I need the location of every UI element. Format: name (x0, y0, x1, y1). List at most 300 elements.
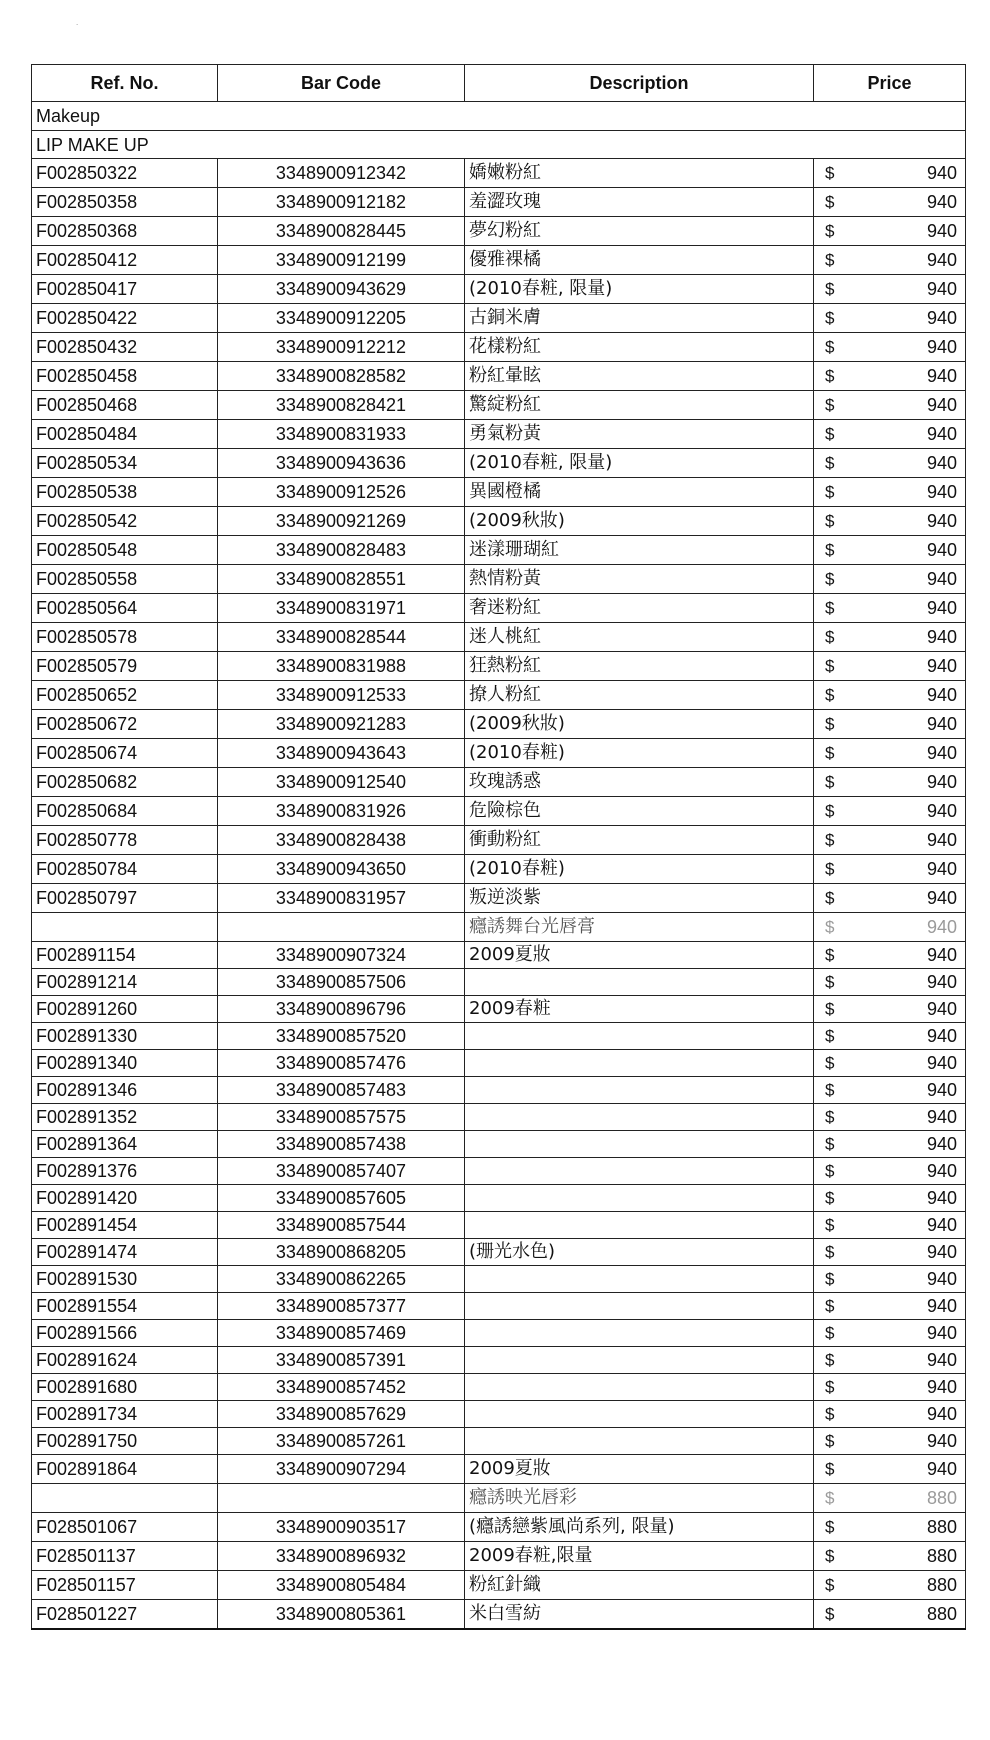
table-row (32, 1104, 966, 1131)
subcategory-row (32, 131, 966, 159)
description-cell: 撩人粉紅 (465, 681, 814, 710)
bar-code-cell: 3348900805361 (218, 1600, 465, 1629)
description-cell: 奢迷粉紅 (465, 594, 814, 623)
price-amount: 940 (926, 1269, 957, 1289)
table-row (32, 420, 966, 449)
currency-symbol: $ (825, 999, 835, 1019)
bar-code-cell: 3348900828438 (218, 826, 465, 855)
bar-code-cell: 3348900943636 (218, 449, 465, 478)
ref-no-cell: F002850674 (32, 739, 218, 768)
ref-no-cell: F002850548 (32, 536, 218, 565)
bar-code-cell: 3348900828421 (218, 391, 465, 420)
price-cell (814, 1104, 966, 1131)
price-amount: 940 (926, 917, 957, 937)
currency-symbol: $ (825, 1269, 835, 1289)
table-row (32, 942, 966, 969)
currency-symbol: $ (825, 830, 835, 850)
bar-code-cell: 3348900857407 (218, 1158, 465, 1185)
currency-symbol: $ (825, 395, 835, 415)
description-cell (465, 1374, 814, 1401)
description-cell: 癮誘映光唇彩 (465, 1484, 814, 1513)
table-row (32, 362, 966, 391)
price-cell (814, 1484, 966, 1513)
bar-code-cell: 3348900862265 (218, 1266, 465, 1293)
description-cell: 2009夏妝 (465, 1455, 814, 1484)
bar-code-cell: 3348900828551 (218, 565, 465, 594)
corner-mark: . (76, 18, 79, 27)
price-amount: 940 (926, 772, 957, 792)
bar-code-cell: 3348900857469 (218, 1320, 465, 1347)
currency-symbol: $ (825, 424, 835, 444)
description-cell: 衝動粉紅 (465, 826, 814, 855)
currency-symbol: $ (825, 972, 835, 992)
price-cell (814, 942, 966, 969)
ref-no-cell: F002850412 (32, 246, 218, 275)
price-amount: 940 (926, 366, 957, 386)
price-amount: 940 (926, 308, 957, 328)
bar-code-cell: 3348900921283 (218, 710, 465, 739)
price-amount: 940 (926, 1377, 957, 1397)
description-cell: 羞澀玫瑰 (465, 188, 814, 217)
currency-symbol: $ (825, 337, 835, 357)
description-cell (465, 1077, 814, 1104)
bar-code-cell: 3348900857452 (218, 1374, 465, 1401)
price-amount: 940 (926, 1134, 957, 1154)
bar-code-cell: 3348900903517 (218, 1513, 465, 1542)
description-cell: 狂熱粉紅 (465, 652, 814, 681)
table-row (32, 1131, 966, 1158)
currency-symbol: $ (825, 1404, 835, 1424)
description-cell (465, 1320, 814, 1347)
price-cell (814, 996, 966, 1023)
price-amount: 940 (926, 453, 957, 473)
currency-symbol: $ (825, 1134, 835, 1154)
table-row (32, 594, 966, 623)
ref-no-cell: F002891154 (32, 942, 218, 969)
ref-no-cell: F002850422 (32, 304, 218, 333)
price-cell (814, 1571, 966, 1600)
currency-symbol: $ (825, 1431, 835, 1451)
currency-symbol: $ (825, 1242, 835, 1262)
description-cell (465, 1293, 814, 1320)
price-amount: 940 (926, 395, 957, 415)
currency-symbol: $ (825, 163, 835, 183)
price-cell (814, 913, 966, 942)
table-row (32, 1374, 966, 1401)
table-row (32, 333, 966, 362)
currency-symbol: $ (825, 569, 835, 589)
description-cell: 粉紅針織 (465, 1571, 814, 1600)
ref-no-cell: F028501227 (32, 1600, 218, 1629)
ref-no-cell: F002850432 (32, 333, 218, 362)
table-row (32, 652, 966, 681)
bar-code-cell: 3348900943643 (218, 739, 465, 768)
table-row (32, 1484, 966, 1513)
currency-symbol: $ (825, 1517, 835, 1537)
description-cell: 優雅裸橘 (465, 246, 814, 275)
bar-code-cell: 3348900831971 (218, 594, 465, 623)
price-amount: 940 (926, 1350, 957, 1370)
price-amount: 880 (926, 1575, 957, 1595)
price-list-table (31, 64, 966, 1630)
price-cell (814, 217, 966, 246)
price-cell (814, 1347, 966, 1374)
ref-no-cell: F002850564 (32, 594, 218, 623)
price-cell (814, 594, 966, 623)
table-row (32, 1542, 966, 1571)
ref-no-cell: F002850672 (32, 710, 218, 739)
table-row (32, 217, 966, 246)
bar-code-cell: 3348900831957 (218, 884, 465, 913)
currency-symbol: $ (825, 482, 835, 502)
category-row (32, 102, 966, 131)
bar-code-cell: 3348900857261 (218, 1428, 465, 1455)
ref-no-cell: F002850468 (32, 391, 218, 420)
table-row (32, 1266, 966, 1293)
description-cell: (2009秋妝) (465, 710, 814, 739)
description-cell (465, 1050, 814, 1077)
price-cell (814, 1050, 966, 1077)
price-amount: 940 (926, 888, 957, 908)
ref-no-cell: F002891624 (32, 1347, 218, 1374)
price-amount: 940 (926, 279, 957, 299)
price-cell (814, 159, 966, 188)
ref-no-cell: F028501157 (32, 1571, 218, 1600)
bar-code-cell: 3348900831926 (218, 797, 465, 826)
bar-code-cell: 3348900912212 (218, 333, 465, 362)
price-amount: 880 (926, 1546, 957, 1566)
description-cell (465, 1212, 814, 1239)
bar-code-cell: 3348900857476 (218, 1050, 465, 1077)
table-row (32, 1600, 966, 1629)
bar-code-cell: 3348900907324 (218, 942, 465, 969)
ref-no-cell: F002850322 (32, 159, 218, 188)
ref-no-cell: F002891750 (32, 1428, 218, 1455)
price-cell (814, 1131, 966, 1158)
price-amount: 940 (926, 1188, 957, 1208)
table-row (32, 304, 966, 333)
currency-symbol: $ (825, 743, 835, 763)
table-row (32, 681, 966, 710)
price-cell (814, 681, 966, 710)
table-row (32, 623, 966, 652)
bar-code-cell: 3348900831933 (218, 420, 465, 449)
table-row (32, 1239, 966, 1266)
table-row (32, 565, 966, 594)
subcategory-label: LIP MAKE UP (32, 131, 966, 159)
price-cell (814, 1185, 966, 1212)
table-row (32, 159, 966, 188)
table-row (32, 1513, 966, 1542)
description-cell: 嬌嫩粉紅 (465, 159, 814, 188)
bar-code-cell: 3348900805484 (218, 1571, 465, 1600)
ref-no-cell (32, 1484, 218, 1513)
ref-no-cell: F002850684 (32, 797, 218, 826)
bar-code-cell: 3348900857544 (218, 1212, 465, 1239)
description-cell: (2009秋妝) (465, 507, 814, 536)
ref-no-cell: F002891734 (32, 1401, 218, 1428)
ref-no-cell: F002850797 (32, 884, 218, 913)
currency-symbol: $ (825, 685, 835, 705)
currency-symbol: $ (825, 1026, 835, 1046)
price-cell (814, 507, 966, 536)
price-cell (814, 623, 966, 652)
price-amount: 940 (926, 1161, 957, 1181)
price-amount: 940 (926, 1459, 957, 1479)
price-cell (814, 275, 966, 304)
description-cell: 米白雪紡 (465, 1600, 814, 1629)
bar-code-cell: 3348900831988 (218, 652, 465, 681)
price-amount: 940 (926, 999, 957, 1019)
table-row (32, 1023, 966, 1050)
table-row (32, 797, 966, 826)
price-cell (814, 536, 966, 565)
currency-symbol: $ (825, 453, 835, 473)
description-cell (465, 1023, 814, 1050)
ref-no-cell: F002850484 (32, 420, 218, 449)
price-cell (814, 1542, 966, 1571)
table-row (32, 1293, 966, 1320)
price-cell (814, 1513, 966, 1542)
price-amount: 940 (926, 714, 957, 734)
bar-code-cell: 3348900857605 (218, 1185, 465, 1212)
description-cell: 玫瑰誘惑 (465, 768, 814, 797)
bar-code-cell: 3348900857483 (218, 1077, 465, 1104)
bar-code-cell: 3348900912205 (218, 304, 465, 333)
price-amount: 940 (926, 1431, 957, 1451)
ref-no-cell: F002891214 (32, 969, 218, 996)
price-amount: 940 (926, 163, 957, 183)
description-cell: 異國橙橘 (465, 478, 814, 507)
currency-symbol: $ (825, 656, 835, 676)
ref-no-cell: F002850538 (32, 478, 218, 507)
price-amount: 940 (926, 627, 957, 647)
bar-code-cell: 3348900912540 (218, 768, 465, 797)
description-cell (465, 1401, 814, 1428)
price-amount: 940 (926, 830, 957, 850)
description-cell (465, 1104, 814, 1131)
price-amount: 940 (926, 1323, 957, 1343)
bar-code-cell: 3348900828582 (218, 362, 465, 391)
description-cell (465, 1131, 814, 1158)
currency-symbol: $ (825, 192, 835, 212)
price-cell (814, 710, 966, 739)
ref-no-cell: F002850358 (32, 188, 218, 217)
price-amount: 940 (926, 221, 957, 241)
table-row (32, 913, 966, 942)
price-cell (814, 768, 966, 797)
table-row (32, 1320, 966, 1347)
price-amount: 940 (926, 482, 957, 502)
currency-symbol: $ (825, 945, 835, 965)
price-amount: 940 (926, 859, 957, 879)
bar-code-cell: 3348900828483 (218, 536, 465, 565)
table-row (32, 449, 966, 478)
ref-no-cell: F002891330 (32, 1023, 218, 1050)
description-cell: (2010春粧) (465, 739, 814, 768)
price-cell (814, 969, 966, 996)
price-cell (814, 1158, 966, 1185)
ref-no-cell: F002850652 (32, 681, 218, 710)
table-row (32, 188, 966, 217)
description-cell: 2009春粧,限量 (465, 1542, 814, 1571)
header-bar-code: Bar Code (218, 65, 465, 102)
table-row (32, 768, 966, 797)
description-cell: (2010春粧, 限量) (465, 275, 814, 304)
table-row (32, 1455, 966, 1484)
bar-code-cell: 3348900857438 (218, 1131, 465, 1158)
price-amount: 940 (926, 1215, 957, 1235)
price-cell (814, 1023, 966, 1050)
price-cell (814, 333, 966, 362)
bar-code-cell: 3348900828544 (218, 623, 465, 652)
bar-code-cell: 3348900857520 (218, 1023, 465, 1050)
currency-symbol: $ (825, 1488, 835, 1508)
price-cell (814, 1600, 966, 1629)
price-amount: 940 (926, 1296, 957, 1316)
price-cell (814, 884, 966, 913)
ref-no-cell: F002850579 (32, 652, 218, 681)
bar-code-cell: 3348900896932 (218, 1542, 465, 1571)
currency-symbol: $ (825, 859, 835, 879)
bar-code-cell: 3348900912526 (218, 478, 465, 507)
bar-code-cell: 3348900868205 (218, 1239, 465, 1266)
bar-code-cell: 3348900912533 (218, 681, 465, 710)
currency-symbol: $ (825, 801, 835, 821)
ref-no-cell: F002891566 (32, 1320, 218, 1347)
ref-no-cell: F002891530 (32, 1266, 218, 1293)
bar-code-cell: 3348900896796 (218, 996, 465, 1023)
price-cell (814, 826, 966, 855)
price-cell (814, 1374, 966, 1401)
price-amount: 940 (926, 1404, 957, 1424)
currency-symbol: $ (825, 1604, 835, 1624)
description-cell: 粉紅暈眩 (465, 362, 814, 391)
description-cell: (癮誘戀紫風尚系列, 限量) (465, 1513, 814, 1542)
currency-symbol: $ (825, 366, 835, 386)
price-cell (814, 420, 966, 449)
table-row (32, 536, 966, 565)
currency-symbol: $ (825, 1575, 835, 1595)
currency-symbol: $ (825, 888, 835, 908)
price-cell (814, 1401, 966, 1428)
description-cell (465, 1266, 814, 1293)
price-amount: 880 (926, 1517, 957, 1537)
price-cell (814, 797, 966, 826)
ref-no-cell: F002891454 (32, 1212, 218, 1239)
table-row (32, 1347, 966, 1374)
price-amount: 940 (926, 945, 957, 965)
table-row (32, 855, 966, 884)
description-cell: 迷漾珊瑚紅 (465, 536, 814, 565)
price-cell (814, 1077, 966, 1104)
ref-no-cell: F002891474 (32, 1239, 218, 1266)
table-row (32, 1050, 966, 1077)
ref-no-cell: F002891364 (32, 1131, 218, 1158)
currency-symbol: $ (825, 308, 835, 328)
currency-symbol: $ (825, 250, 835, 270)
price-amount: 940 (926, 540, 957, 560)
price-amount: 940 (926, 1053, 957, 1073)
currency-symbol: $ (825, 1215, 835, 1235)
table-row (32, 246, 966, 275)
price-amount: 880 (926, 1488, 957, 1508)
ref-no-cell: F002891346 (32, 1077, 218, 1104)
ref-no-cell: F002850682 (32, 768, 218, 797)
table-row (32, 1428, 966, 1455)
description-cell: (珊光水色) (465, 1239, 814, 1266)
bar-code-cell: 3348900857629 (218, 1401, 465, 1428)
price-cell (814, 1320, 966, 1347)
description-cell (465, 1158, 814, 1185)
bar-code-cell: 3348900907294 (218, 1455, 465, 1484)
table-row (32, 996, 966, 1023)
price-amount: 940 (926, 685, 957, 705)
price-cell (814, 1293, 966, 1320)
ref-no-cell: F002850458 (32, 362, 218, 391)
price-amount: 940 (926, 801, 957, 821)
price-cell (814, 1239, 966, 1266)
price-amount: 940 (926, 569, 957, 589)
description-cell: 熱情粉黃 (465, 565, 814, 594)
header-price: Price (814, 65, 966, 102)
price-amount: 880 (926, 1603, 957, 1624)
bar-code-cell: 3348900943629 (218, 275, 465, 304)
price-amount: 940 (926, 1242, 957, 1262)
bar-code-cell: 3348900857506 (218, 969, 465, 996)
ref-no-cell: F002850558 (32, 565, 218, 594)
price-amount: 940 (926, 250, 957, 270)
bar-code-cell: 3348900857377 (218, 1293, 465, 1320)
ref-no-cell: F002850417 (32, 275, 218, 304)
description-cell: 夢幻粉紅 (465, 217, 814, 246)
bar-code-cell: 3348900912342 (218, 159, 465, 188)
table-row (32, 739, 966, 768)
table-row (32, 1185, 966, 1212)
category-label: Makeup (32, 102, 966, 131)
currency-symbol: $ (825, 1188, 835, 1208)
price-amount: 940 (926, 1026, 957, 1046)
currency-symbol: $ (825, 1546, 835, 1566)
ref-no-cell: F002850578 (32, 623, 218, 652)
price-amount: 940 (926, 656, 957, 676)
currency-symbol: $ (825, 1323, 835, 1343)
currency-symbol: $ (825, 279, 835, 299)
currency-symbol: $ (825, 221, 835, 241)
price-amount: 940 (926, 1080, 957, 1100)
ref-no-cell: F002891260 (32, 996, 218, 1023)
ref-no-cell: F002891420 (32, 1185, 218, 1212)
table-row (32, 884, 966, 913)
currency-symbol: $ (825, 1459, 835, 1479)
ref-no-cell: F002891680 (32, 1374, 218, 1401)
currency-symbol: $ (825, 1053, 835, 1073)
price-amount: 940 (926, 337, 957, 357)
bar-code-cell: 3348900857575 (218, 1104, 465, 1131)
description-cell: 叛逆淡紫 (465, 884, 814, 913)
bar-code-cell: 3348900857391 (218, 1347, 465, 1374)
ref-no-cell: F002891554 (32, 1293, 218, 1320)
description-cell: 2009夏妝 (465, 942, 814, 969)
bar-code-cell: 3348900943650 (218, 855, 465, 884)
ref-no-cell (32, 913, 218, 942)
ref-no-cell: F002891340 (32, 1050, 218, 1077)
table-row (32, 1077, 966, 1104)
table-row (32, 507, 966, 536)
currency-symbol: $ (825, 598, 835, 618)
price-cell (814, 188, 966, 217)
bar-code-cell: 3348900921269 (218, 507, 465, 536)
